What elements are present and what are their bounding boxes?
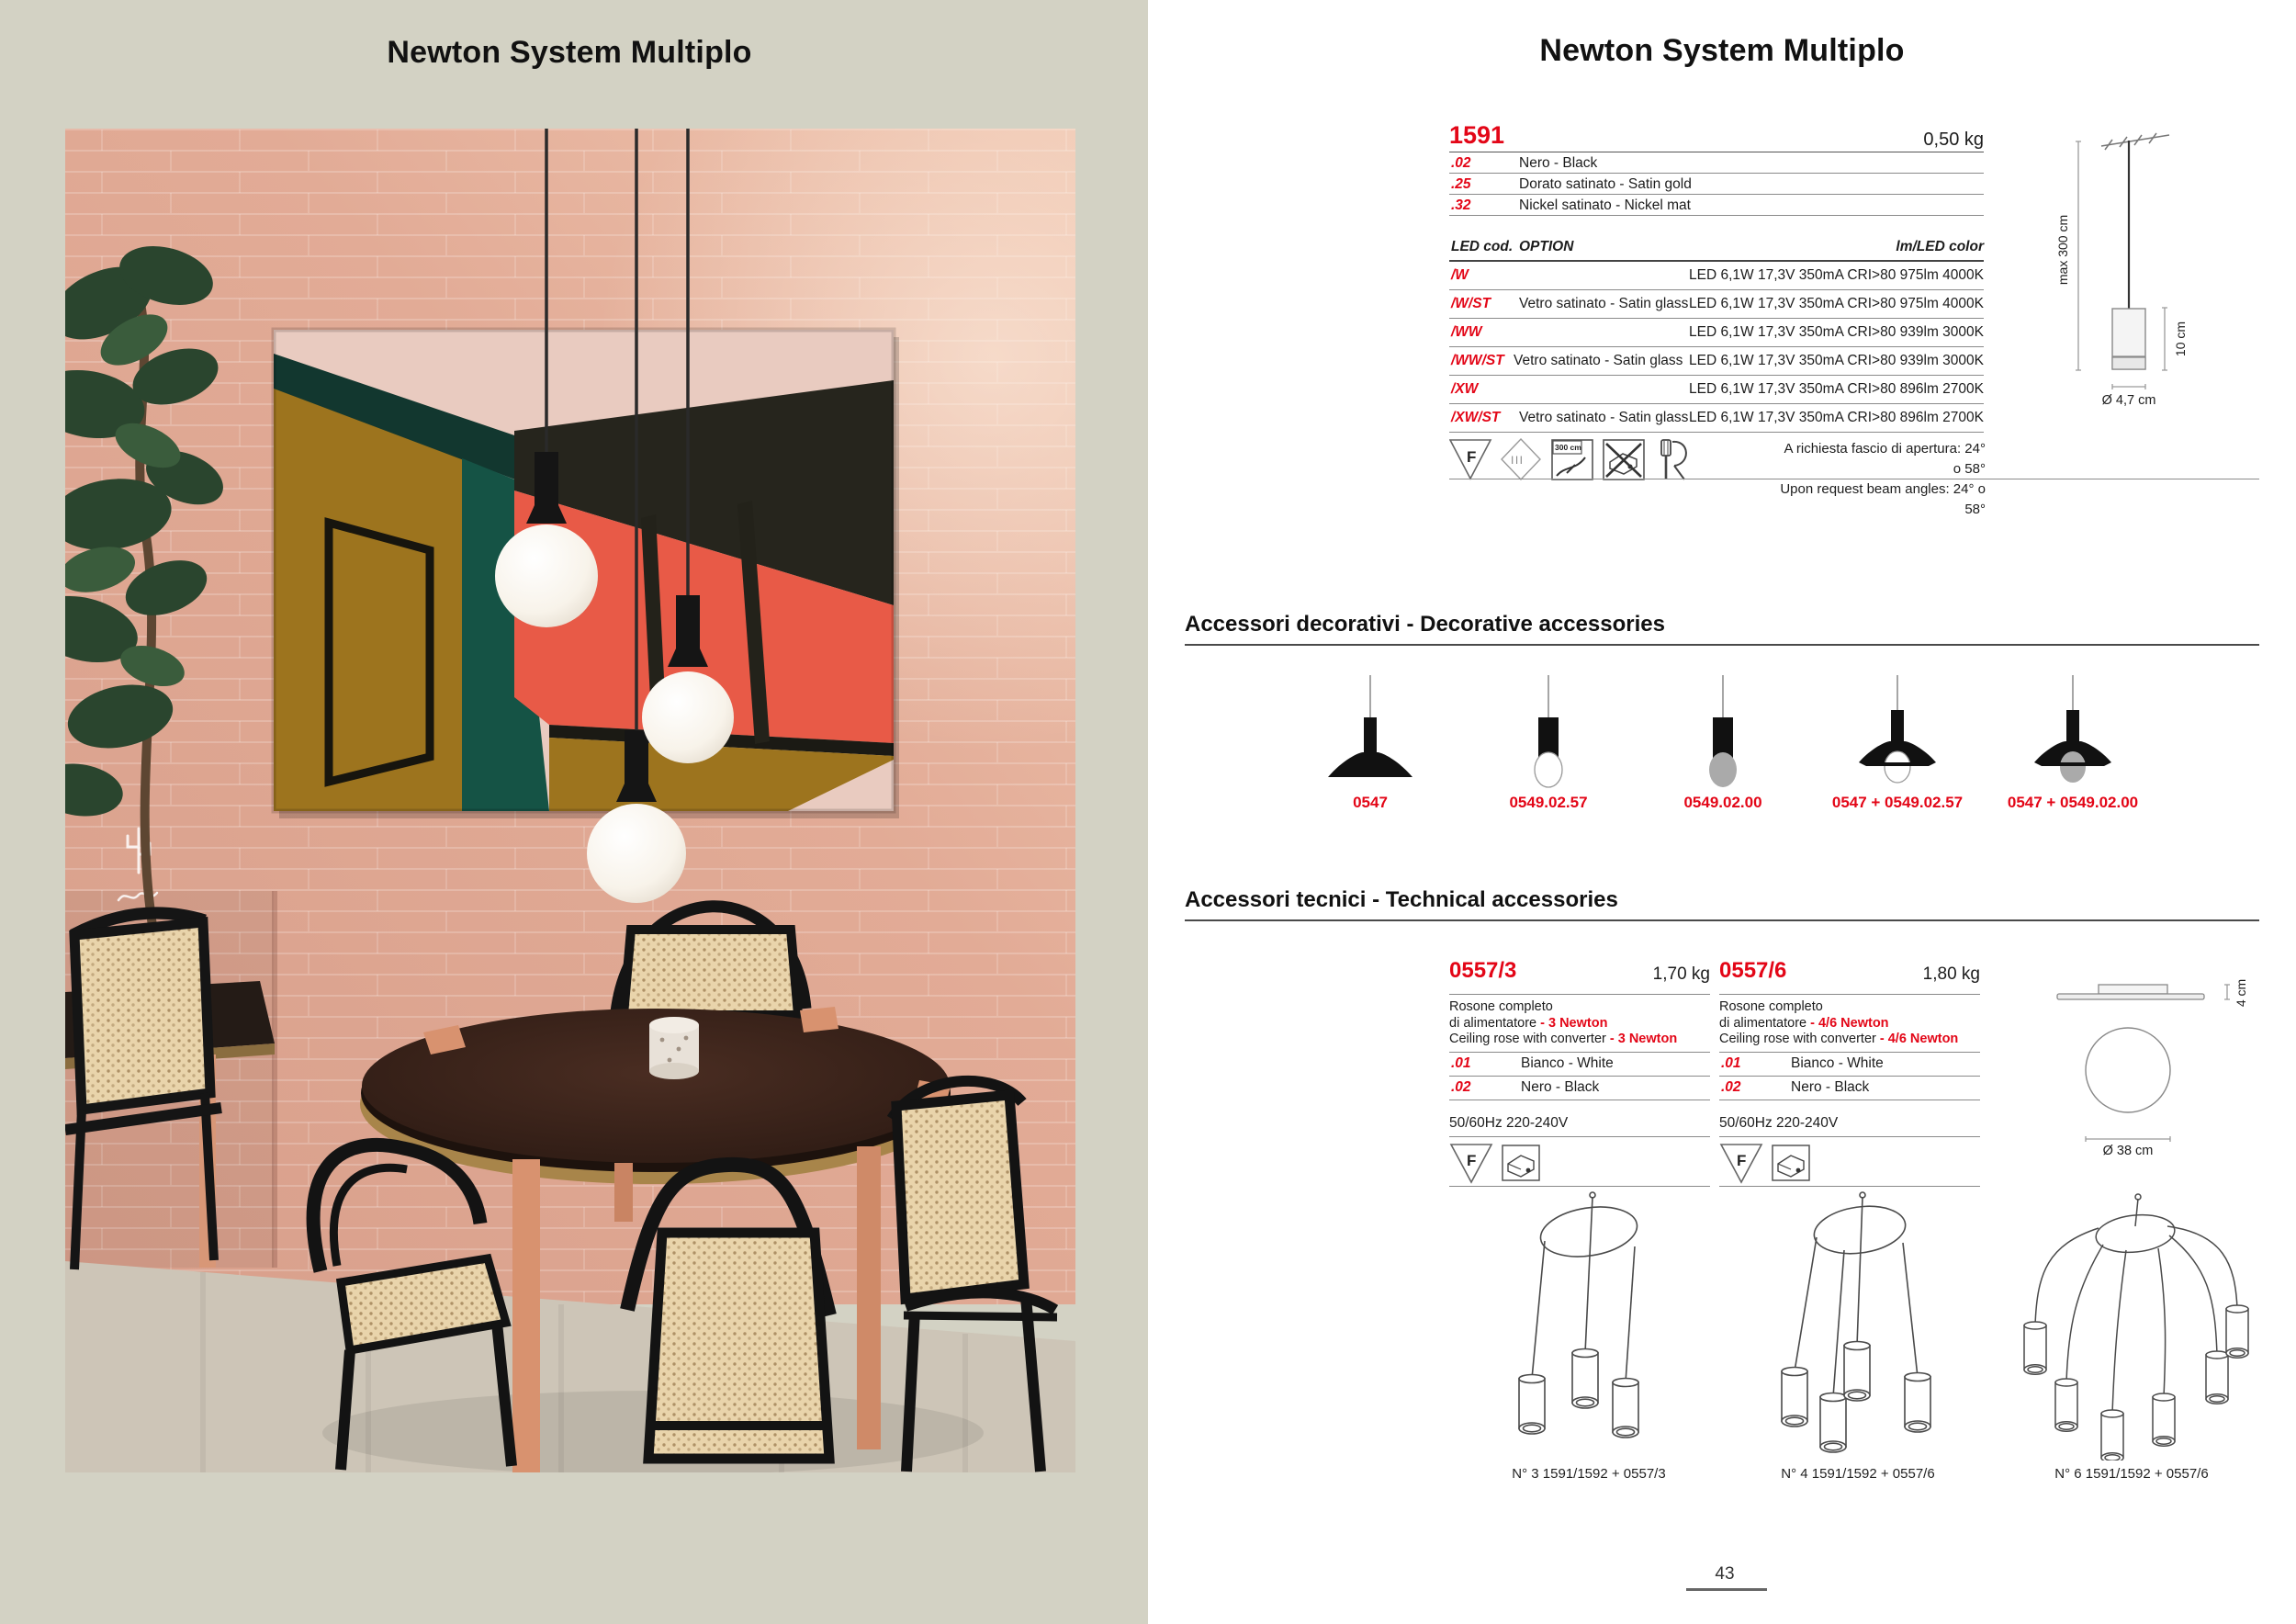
- cafe-scene-illustration: [65, 129, 1075, 1472]
- dim-diameter: Ø 4,7 cm: [2101, 393, 2156, 408]
- svg-text:300 cm: 300 cm: [1555, 443, 1581, 452]
- f-class-icon: [1450, 440, 1491, 479]
- product-code-0557-6: 0557/6: [1719, 958, 1787, 983]
- finish-row: [1449, 174, 1984, 195]
- led-row: [1449, 346, 1984, 375]
- led-row: [1449, 289, 1984, 318]
- accessory-0547-0549-02-00-icon: [2034, 675, 2111, 783]
- left-page-title: Newton System Multiplo: [387, 35, 752, 70]
- finish-code: .01: [1451, 1055, 1471, 1071]
- desc-line3: Ceiling rose with converter: [1719, 1032, 1880, 1046]
- led-row: [1449, 403, 1984, 432]
- desc-line2: di alimentatore: [1449, 1015, 1541, 1031]
- decorative-section-title: Accessori decorativi - Decorative accessories: [1185, 612, 1665, 637]
- desc-line2: di alimentatore: [1719, 1015, 1811, 1031]
- cert-icons-0557-6: [1719, 1142, 1820, 1184]
- svg-text:F: F: [1467, 448, 1477, 466]
- product-weight-0557-3: 1,70 kg: [1652, 964, 1710, 984]
- desc-line2-red: - 4/6 Newton: [1810, 1015, 1889, 1031]
- led-table-header: [1449, 239, 1984, 259]
- ceiling-rose-diagram: [2048, 969, 2259, 1167]
- right-page-title: Newton System Multiplo: [1539, 33, 1905, 68]
- page-number: 43: [1715, 1564, 1735, 1584]
- led-spec: LED 6,1W 17,3V 350mA CRI>80 939lm 3000K: [1689, 324, 1984, 340]
- finish-row: [1449, 152, 1984, 174]
- product-weight-1591: 0,50 kg: [1923, 130, 1984, 150]
- finish-label: Nero - Black: [1521, 1079, 1600, 1095]
- voltage-0557-3: 50/60Hz 220-240V: [1449, 1115, 1569, 1131]
- dim-max-height: max 300 cm: [2055, 214, 2070, 286]
- certification-icons: [1449, 438, 1697, 482]
- finish-code: .25: [1451, 176, 1471, 192]
- pendant-dimension-diagram: [2048, 129, 2268, 404]
- accessory-0549-02-00-icon: [1709, 675, 1737, 787]
- desc-line2-red: - 3 Newton: [1540, 1015, 1608, 1031]
- led-option: Vetro satinato - Satin glass: [1519, 296, 1689, 311]
- finish-code: .01: [1721, 1055, 1741, 1071]
- led-code: /XW/ST: [1451, 410, 1501, 425]
- class-iii-icon: [1502, 439, 1540, 479]
- finish-row: [1449, 195, 1984, 216]
- technical-section-title: Accessori tecnici - Technical accessories: [1185, 887, 1618, 912]
- finish-label: Nero - Black: [1519, 155, 1598, 171]
- finish-label: Nickel satinato - Nickel mat: [1519, 197, 1691, 213]
- desc-line3: Ceiling rose with converter: [1449, 1032, 1610, 1046]
- page-number-rule: [1686, 1588, 1767, 1591]
- product-code-0557-3: 0557/3: [1449, 958, 1517, 983]
- led-code: /WW/ST: [1451, 353, 1504, 368]
- deco-code-2: 0549.02.57: [1509, 794, 1588, 811]
- finish-code: .02: [1451, 1079, 1471, 1095]
- deco-code-5: 0547 + 0549.02.00: [2007, 794, 2139, 811]
- led-col-lm: lm/LED color: [1896, 239, 1984, 254]
- ambient-photo: [65, 129, 1075, 1472]
- desc-line1: Rosone completo: [1719, 999, 1823, 1014]
- led-spec: LED 6,1W 17,3V 350mA CRI>80 975lm 4000K: [1689, 296, 1984, 311]
- deco-code-3: 0549.02.00: [1683, 794, 1762, 811]
- led-spec: LED 6,1W 17,3V 350mA CRI>80 939lm 3000K: [1689, 353, 1984, 368]
- finish-code: .32: [1451, 197, 1471, 213]
- product-weight-0557-6: 1,80 kg: [1922, 964, 1980, 984]
- deco-code-4: 0547 + 0549.02.57: [1831, 794, 1964, 811]
- led-code: /W/ST: [1451, 296, 1491, 311]
- desc-line3-red: - 4/6 Newton: [1879, 1032, 1959, 1046]
- cable-length-icon: [1552, 440, 1593, 479]
- led-option: Vetro satinato - Satin glass: [1514, 353, 1683, 368]
- led-code: /WW: [1451, 324, 1482, 340]
- cert-icons-0557-3: [1449, 1142, 1550, 1184]
- rose-height-label: 4 cm: [2234, 978, 2248, 1008]
- dim-body-height: 10 cm: [2173, 321, 2188, 357]
- svg-text:F: F: [1737, 1152, 1747, 1169]
- voltage-0557-6: 50/60Hz 220-240V: [1719, 1115, 1839, 1131]
- config-drawing-6-pendants: [2011, 1190, 2259, 1460]
- product-desc-0557-6: [1719, 999, 1995, 1048]
- led-code: /W: [1451, 267, 1469, 283]
- led-col-code: LED cod.: [1451, 239, 1514, 254]
- finish-label: Dorato satinato - Satin gold: [1519, 176, 1692, 192]
- led-code: /XW: [1451, 381, 1479, 397]
- beam-note-it: A richiesta fascio di apertura: 24° o 58°: [1784, 441, 1986, 477]
- accessory-0547-0549-02-57-icon: [1859, 675, 1936, 783]
- led-spec: LED 6,1W 17,3V 350mA CRI>80 896lm 2700K: [1689, 381, 1984, 397]
- finish-label: Nero - Black: [1791, 1079, 1870, 1095]
- finish-label: Bianco - White: [1521, 1055, 1614, 1071]
- led-spec: LED 6,1W 17,3V 350mA CRI>80 975lm 4000K: [1689, 267, 1984, 283]
- led-row: [1449, 318, 1984, 346]
- deco-code-1: 0547: [1353, 794, 1388, 811]
- config-caption-1: N° 3 1591/1592 + 0557/3: [1512, 1466, 1666, 1482]
- config-drawing-3-pendants: [1497, 1190, 1681, 1460]
- beam-note: [1780, 439, 1986, 520]
- product-code-1591: 1591: [1449, 121, 1505, 149]
- accessory-0549-02-57-icon: [1535, 675, 1562, 787]
- finish-code: .02: [1451, 155, 1471, 171]
- cup: [649, 1017, 699, 1079]
- rose-diameter-label: Ø 38 cm: [2102, 1144, 2154, 1158]
- desc-line3-red: - 3 Newton: [1609, 1032, 1678, 1046]
- led-spec: LED 6,1W 17,3V 350mA CRI>80 896lm 2700K: [1689, 410, 1984, 425]
- svg-text:III: III: [1511, 454, 1525, 467]
- config-caption-3: N° 6 1591/1592 + 0557/6: [2054, 1466, 2209, 1482]
- config-caption-2: N° 4 1591/1592 + 0557/6: [1781, 1466, 1935, 1482]
- led-option: Vetro satinato - Satin glass: [1519, 410, 1689, 425]
- no-converter-icon: [1604, 440, 1644, 479]
- led-row: [1449, 261, 1984, 289]
- finish-code: .02: [1721, 1079, 1741, 1095]
- decorative-accessory-icons: [1286, 675, 2167, 790]
- accessory-0547-icon: [1328, 675, 1412, 777]
- svg-text:F: F: [1467, 1152, 1477, 1169]
- led-row: [1449, 375, 1984, 403]
- finish-label: Bianco - White: [1791, 1055, 1884, 1071]
- product-desc-0557-3: [1449, 999, 1716, 1048]
- led-col-option: OPTION: [1519, 239, 1574, 254]
- beam-note-en: Upon request beam angles: 24° o 58°: [1780, 481, 1986, 517]
- config-drawing-4-pendants: [1763, 1190, 1956, 1460]
- screwdriver-icon: [1661, 440, 1686, 479]
- desc-line1: Rosone completo: [1449, 999, 1553, 1014]
